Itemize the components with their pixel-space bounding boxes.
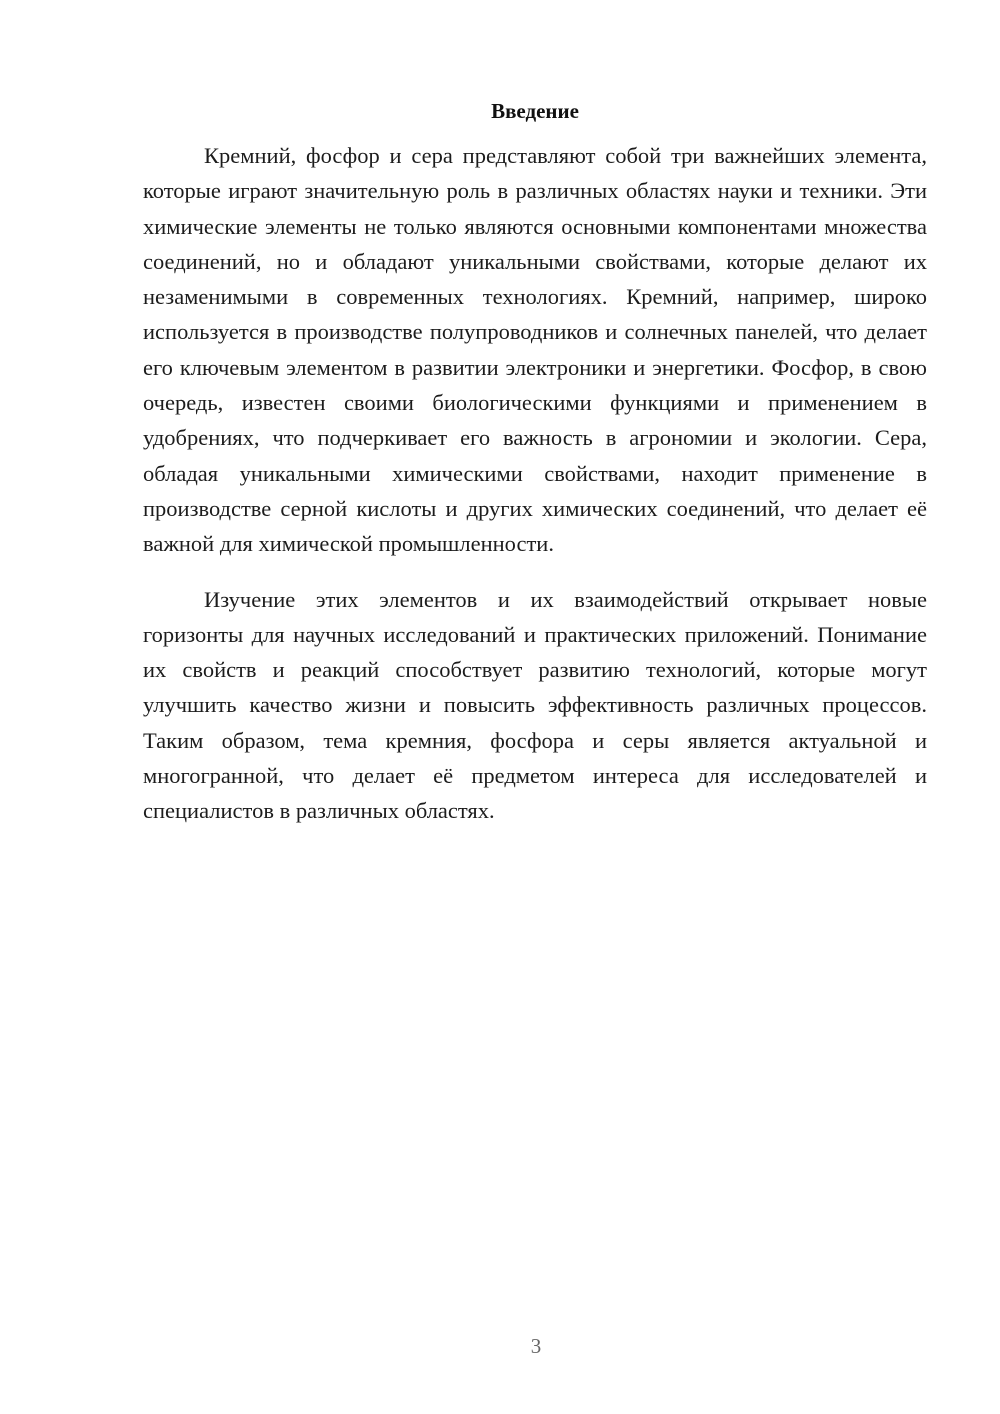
paragraph-introduction-1: Кремний, фосфор и сера представляют собой три важнейших элемента, которые играют значительную роль в различных областях науки и техники. Эти химические элементы не только являются основными компонентами множества соединений, но и обладают уникальными свойствами, которые делают их незаменимыми в современных технологиях. Кремний, например, широко используется в производстве полупроводников и солнечных панелей, что делает его ключевым элементом в развитии электроники и энергетики. Фосфор, в свою очередь, известен своими биологическими функциями и применением в удобрениях, что подчеркивает его важность в агрономии и экологии. Сера, обладая уникальными химическими свойствами, находит применение в производстве серной кислоты и других химических соединений, что делает её важной для химической промышленности. xyxy=(143,143,927,557)
section-heading: Введение xyxy=(491,99,579,123)
page-content xyxy=(143,96,927,829)
page-number: 3 xyxy=(530,1334,542,1358)
paragraph-introduction-2: Изучение этих элементов и их взаимодействий открывает новые горизонты для научных исследований и практических приложений. Понимание их свойств и реакций способствует развитию технологий, которые могут улучшить качество жизни и повысить эффективность различных процессов. Таким образом, тема кремния, фосфора и серы является актуальной и многогранной, что делает её предметом интереса для исследователей и специалистов в различных областях. xyxy=(143,586,927,824)
